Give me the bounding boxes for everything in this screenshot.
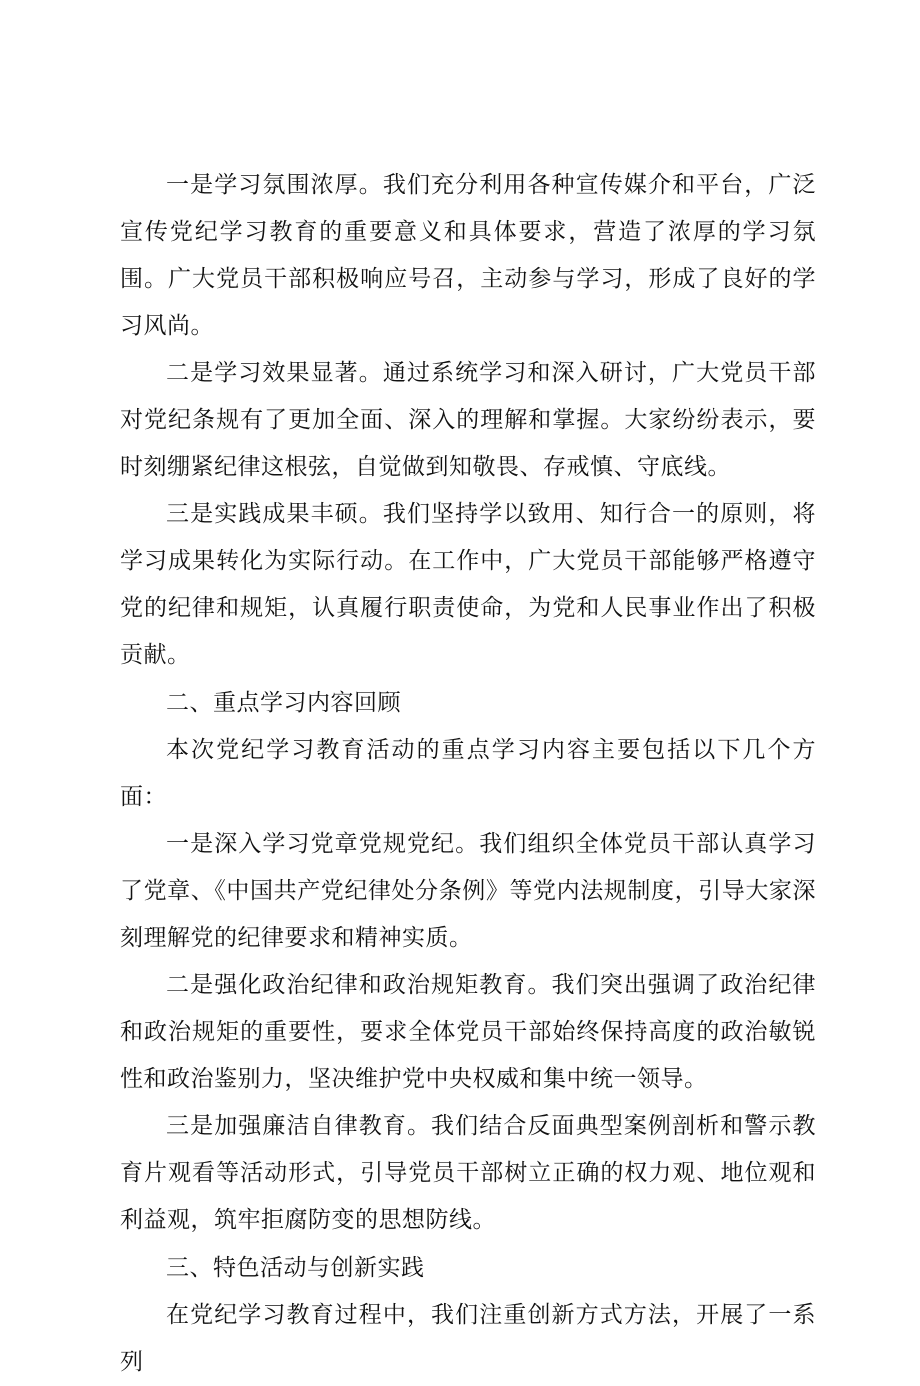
paragraph-integrity-education: 三是加强廉洁自律教育。我们结合反面典型案例剖析和警示教育片观看等活动形式，引导党员干部树立正确的权力观、地位观和利益观，筑牢拒腐防变的思想防线。 (120, 1113, 816, 1233)
paragraph-key-content-intro: 本次党纪学习教育活动的重点学习内容主要包括以下几个方面： (120, 737, 816, 810)
paragraph-innovation-intro: 在党纪学习教育过程中，我们注重创新方式方法，开展了一系列 (120, 1302, 816, 1375)
document-body (120, 162, 816, 1386)
paragraph-learning-effect: 二是学习效果显著。通过系统学习和深入研讨，广大党员干部对党纪条规有了更加全面、深入的理解和掌握。大家纷纷表示，要时刻绷紧纪律这根弦，自觉做到知敬畏、存戒慎、守底线。 (120, 360, 816, 480)
paragraph-political-discipline: 二是强化政治纪律和政治规矩教育。我们突出强调了政治纪律和政治规矩的重要性，要求全体党员干部始终保持高度的政治敏锐性和政治鉴别力，坚决维护党中央权威和集中统一领导。 (120, 972, 816, 1092)
section-heading-key-content: 二、重点学习内容回顾 (166, 690, 401, 716)
paragraph-practice-results: 三是实践成果丰硕。我们坚持学以致用、知行合一的原则，将学习成果转化为实际行动。在工作中，广大党员干部能够严格遵守党的纪律和规矩，认真履行职责使命，为党和人民事业作出了积极贡献。 (120, 501, 816, 668)
paragraph-party-constitution: 一是深入学习党章党规党纪。我们组织全体党员干部认真学习了党章、《中国共产党纪律处分条例》等党内法规制度，引导大家深刻理解党的纪律要求和精神实质。 (120, 831, 816, 951)
section-heading-special-activities: 三、特色活动与创新实践 (166, 1255, 425, 1281)
paragraph-atmosphere: 一是学习氛围浓厚。我们充分利用各种宣传媒介和平台，广泛宣传党纪学习教育的重要意义和具体要求，营造了浓厚的学习氛围。广大党员干部积极响应号召，主动参与学习，形成了良好的学习风尚。 (120, 172, 816, 339)
